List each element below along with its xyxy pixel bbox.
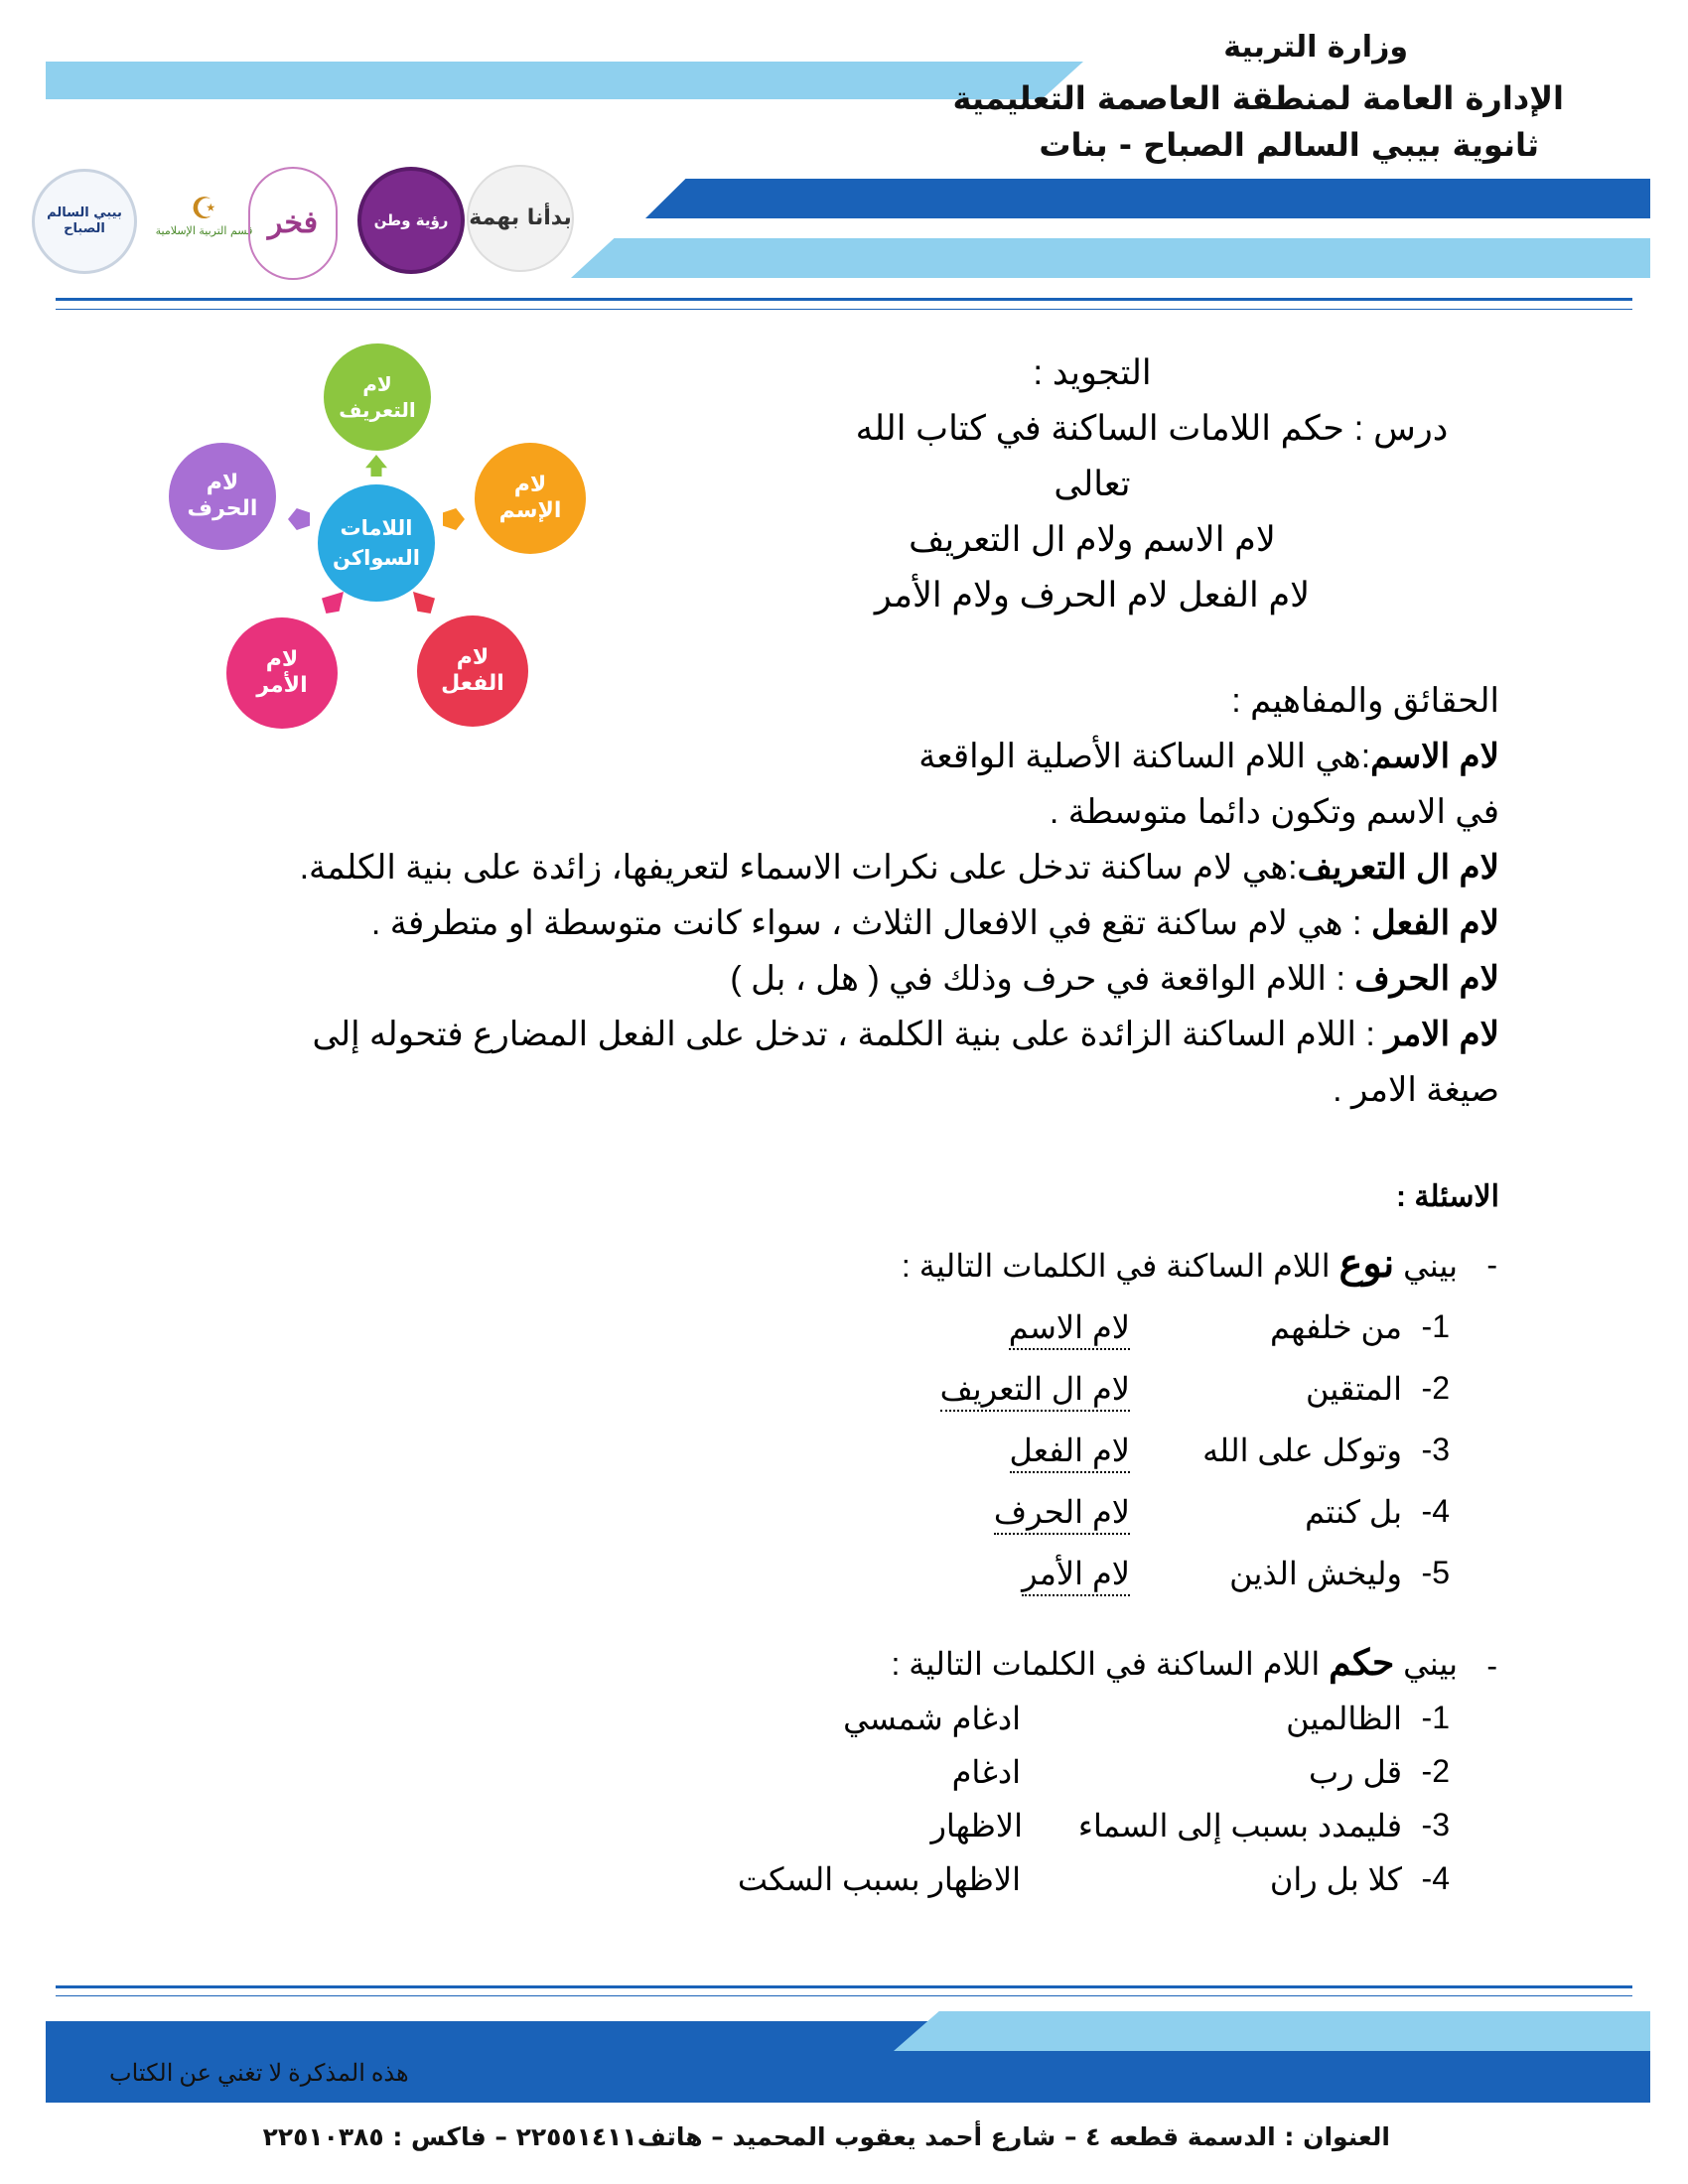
q2-item-1: 1- الظالمين ادغام شمسي	[843, 1700, 1450, 1736]
crescent-icon: ☪	[191, 191, 217, 226]
q1-item-1-word: من خلفهم	[1270, 1309, 1402, 1345]
fact-amr	[85, 1007, 1499, 1062]
lesson-title-line2: تعالى	[1054, 465, 1131, 503]
q1-item-4-word: بل كنتم	[1305, 1494, 1402, 1530]
fact-tarif-def: :هي لام ساكنة تدخل على نكرات الاسماء لتعريفها، زائدة على بنية الكلمة.	[299, 849, 1298, 887]
purple-logo-text: رؤية وطن	[373, 211, 449, 229]
islamic-dept-logo	[147, 159, 261, 273]
diagram-center: اللامات السواكن	[318, 484, 435, 602]
fact-fil	[109, 895, 1499, 951]
q1-item-1: 1- من خلفهم لام الاسم	[715, 1308, 1450, 1358]
fact-fil-term: لام الفعل	[1370, 904, 1499, 942]
diagram-item-amr: لام الأمر	[226, 617, 338, 729]
fact-ism	[109, 729, 1499, 784]
lesson-title-line1: درس : حكم اللامات الساكنة في كتاب الله	[855, 409, 1449, 448]
badayna-logo-text: بدأنا بهمة	[469, 205, 572, 230]
q2-item-2: 2- قل رب ادغام	[951, 1753, 1450, 1790]
arrow-up-icon	[365, 455, 387, 477]
q2-item-3-word: فليمدد بسبب إلى السماء	[1077, 1808, 1402, 1843]
footer-rule-thin	[56, 1995, 1632, 1996]
islamic-dept-logo-text: قسم التربية الإسلامية	[155, 223, 253, 237]
footer-address: العنوان : الدسمة قطعه ٤ – شارع أحمد يعقوب المحميد – هاتف٢٢٥٥١٤١١ – فاكس : ٢٢٥١٠٣٨٥	[262, 2122, 1390, 2151]
q1-prompt: بيني نوع اللام الساكنة في الكلمات التالية :	[901, 1242, 1458, 1286]
arrow-left-icon	[288, 508, 310, 530]
fact-harf-term: لام الحرف	[1354, 960, 1499, 998]
fact-ism-cont: في الاسم وتكون دائما متوسطة .	[1049, 793, 1499, 831]
diagram-item-harf: لام الحرف	[169, 443, 276, 550]
diagram-item-ism: لام الإسم	[475, 443, 586, 554]
fact-amr-def: : اللام الساكنة الزائدة على بنية الكلمة ، تدخل على الفعل المضارع فتحوله إلى	[312, 1016, 1385, 1053]
fact-tarif-term: لام ال التعريف	[1297, 849, 1499, 887]
q2-prompt: بيني حكم اللام الساكنة في الكلمات التالية :	[891, 1642, 1458, 1683]
diagram-item-fil: لام الفعل	[417, 615, 528, 727]
fact-tarif	[85, 840, 1499, 895]
school-name: ثانوية بيبي السالم الصباح - بنات	[1039, 126, 1539, 164]
q2-item-4-answer: الاظهار بسبب السكت	[737, 1861, 1021, 1897]
q1-item-1-answer: لام الاسم	[1009, 1308, 1130, 1350]
q1-item-5-answer: لام الأمر	[1022, 1555, 1130, 1596]
fact-harf-def: : اللام الواقعة في حرف وذلك في ( هل ، بل )	[730, 960, 1355, 998]
q2-item-3: 3- فليمدد بسبب إلى السماء الاظهار	[930, 1807, 1450, 1843]
subject-label: التجويد :	[1033, 353, 1152, 392]
facts-heading: الحقائق والمفاهيم :	[1231, 682, 1499, 720]
arrow-down-right-icon	[413, 592, 435, 614]
q1-item-4-answer: لام الحرف	[994, 1493, 1130, 1535]
q1-item-4: 4- بل كنتم لام الحرف	[715, 1493, 1450, 1543]
q2-item-1-word: الظالمين	[1286, 1701, 1402, 1736]
lesson-line4: لام الفعل لام الحرف ولام الأمر	[874, 576, 1311, 614]
q1-item-3-word: وتوكل على الله	[1202, 1433, 1402, 1468]
fact-amr-cont: صيغة الامر .	[1333, 1071, 1499, 1109]
arrow-down-left-icon	[322, 592, 344, 614]
footer-rule-thick	[56, 1985, 1632, 1988]
header-band-low	[571, 238, 1650, 278]
header-band-mid	[645, 179, 1650, 218]
lesson-title-block	[774, 345, 1489, 623]
q1-item-3: 3- وتوكل على الله لام الفعل	[715, 1432, 1450, 1481]
school-logo-text: بيبي السالم الصباح	[47, 205, 122, 236]
q1-item-2: 2- المتقين لام ال التعريف	[715, 1370, 1450, 1420]
arrow-right-icon	[443, 508, 465, 530]
district-name: الإدارة العامة لمنطقة العاصمة التعليمية	[952, 79, 1564, 117]
q2-item-2-word: قل رب	[1309, 1754, 1402, 1790]
q2-item-4: 4- كلا بل ران الاظهار بسبب السكت	[737, 1860, 1450, 1897]
q2-item-1-answer: ادغام شمسي	[843, 1701, 1021, 1736]
questions-heading: الاسئلة :	[1396, 1180, 1499, 1213]
q2-key: حكم	[1329, 1642, 1395, 1683]
q2-item-4-word: كلا بل ران	[1269, 1861, 1402, 1897]
q1-item-2-answer: لام ال التعريف	[940, 1370, 1130, 1412]
header-band-top	[46, 62, 1083, 99]
footer-note: هذه المذكرة لا تغني عن الكتاب	[109, 2061, 409, 2087]
fact-amr-term: لام الامر	[1384, 1016, 1499, 1053]
school-logo	[32, 169, 137, 274]
q1-item-5-word: وليخش الذين	[1229, 1556, 1402, 1591]
fact-ism-def: :هي اللام الساكنة الأصلية الواقعة	[918, 738, 1371, 775]
badayna-logo	[467, 165, 574, 272]
q1-key: نوع	[1338, 1242, 1395, 1286]
fakhr-logo	[248, 167, 338, 280]
q1-item-5: 5- وليخش الذين لام الأمر	[715, 1555, 1450, 1604]
purple-logo	[357, 167, 465, 274]
fact-fil-def: : هي لام ساكنة تقع في الافعال الثلاث ، سواء كانت متوسطة او متطرفة .	[370, 904, 1371, 942]
q2-item-2-answer: ادغام	[951, 1754, 1021, 1790]
header-rule-thin	[56, 309, 1632, 310]
q2-dash: -	[1486, 1648, 1497, 1684]
facts-section	[109, 673, 1499, 1118]
fact-ism-term: لام الاسم	[1370, 738, 1499, 775]
fakhr-logo-text: فخر	[267, 205, 319, 240]
q1-item-3-answer: لام الفعل	[1010, 1432, 1130, 1473]
q1-dash: -	[1486, 1247, 1497, 1283]
header-rule-thick	[56, 298, 1632, 301]
ministry-name: وزارة التربية	[1223, 30, 1408, 65]
diagram-item-tarif: لام التعريف	[324, 343, 431, 451]
footer-band-light	[894, 2011, 1650, 2051]
lesson-line3: لام الاسم ولام ال التعريف	[909, 520, 1276, 559]
fact-harf	[109, 951, 1499, 1007]
q1-item-2-word: المتقين	[1306, 1371, 1402, 1407]
q2-item-3-answer: الاظهار	[930, 1808, 1023, 1843]
